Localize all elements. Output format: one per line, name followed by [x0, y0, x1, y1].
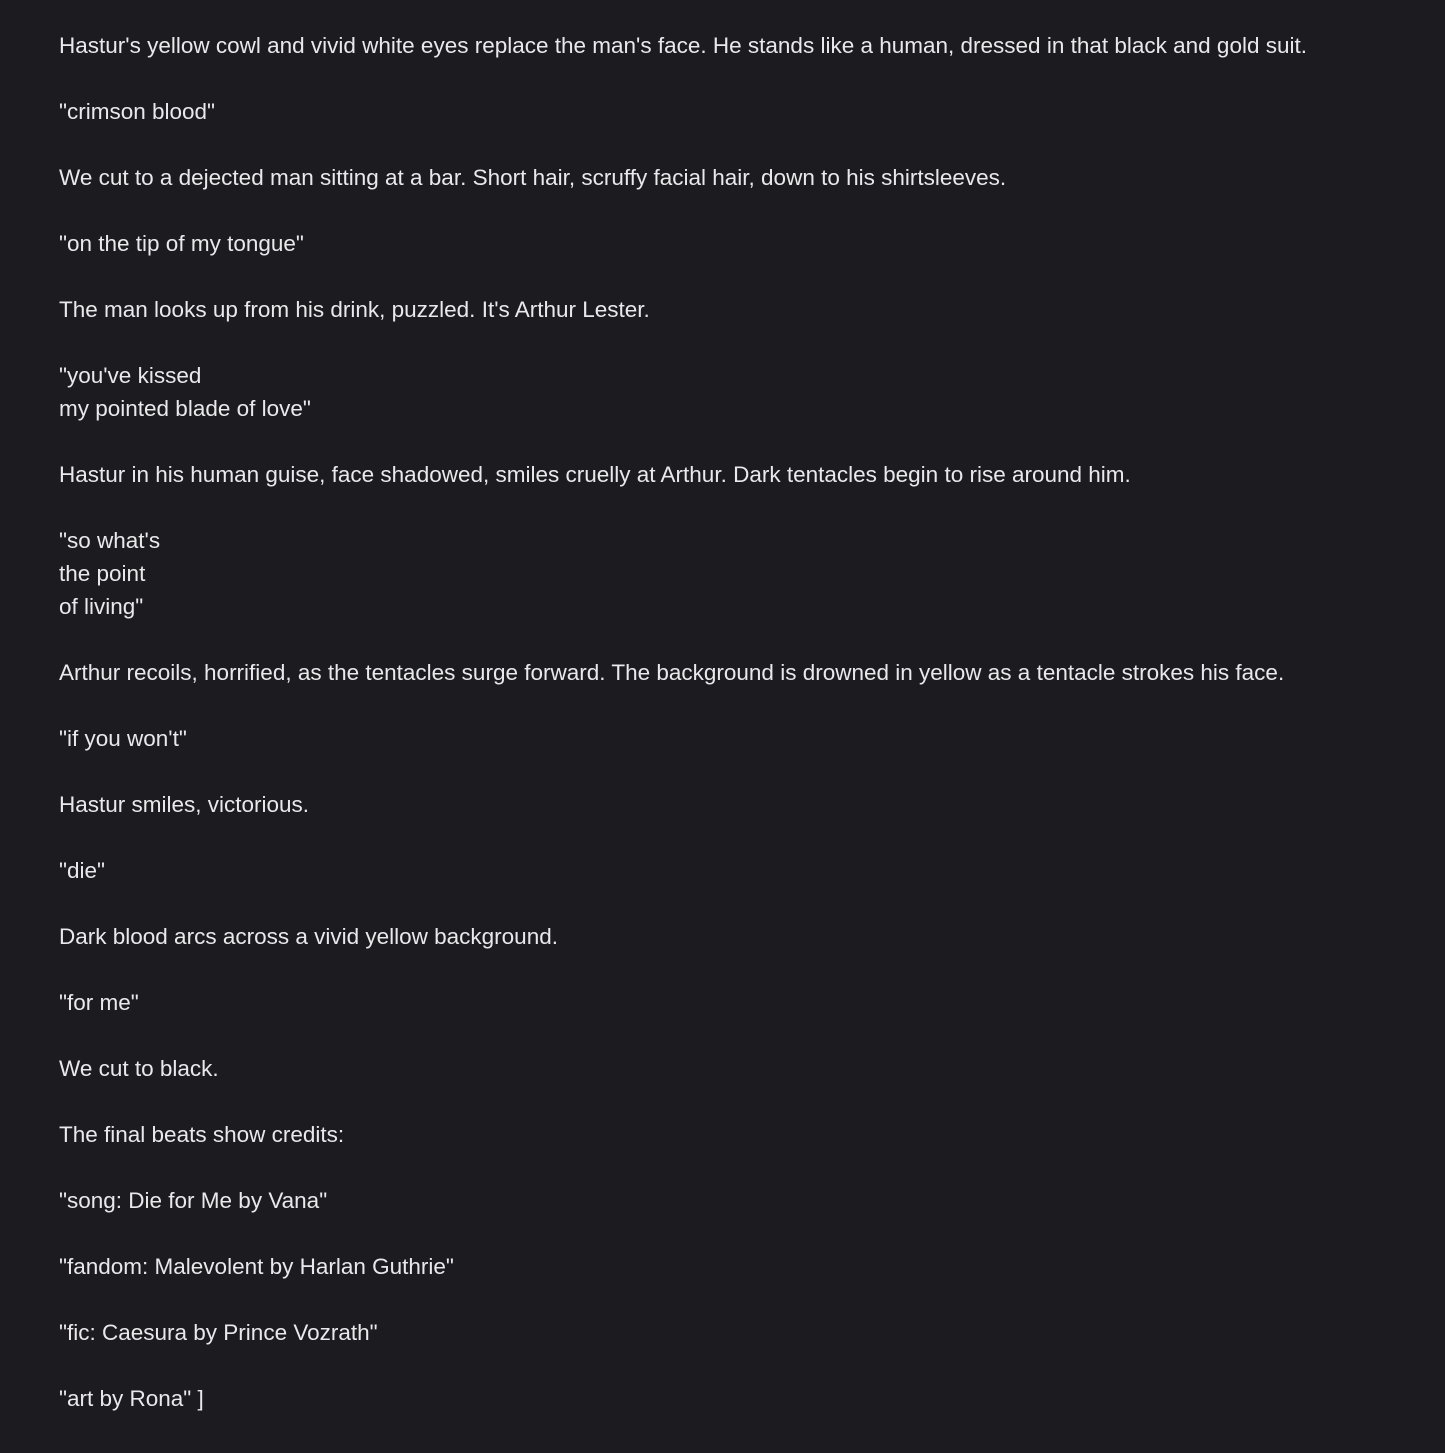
message-paragraph	[59, 722, 1399, 755]
paragraph-line: Hastur's yellow cowl and vivid white eyes replace the man's face. He stands like a human, dressed in that black and gold suit.	[59, 33, 1307, 58]
message-paragraph	[59, 920, 1399, 953]
paragraph-line: "so what's	[59, 528, 161, 553]
message-paragraph	[59, 29, 1399, 62]
paragraph-line: The man looks up from his drink, puzzled. It's Arthur Lester.	[59, 297, 650, 322]
paragraph-line: my pointed blade of love"	[59, 396, 311, 421]
message-paragraph	[59, 524, 1399, 623]
message-paragraph	[59, 1052, 1399, 1085]
message-paragraph	[59, 1250, 1399, 1283]
paragraph-line: "fandom: Malevolent by Harlan Guthrie"	[59, 1254, 454, 1279]
paragraph-line: Dark blood arcs across a vivid yellow background.	[59, 924, 558, 949]
message-paragraph	[59, 1184, 1399, 1217]
message-paragraph	[59, 458, 1399, 491]
paragraph-line: Arthur recoils, horrified, as the tentacles surge forward. The background is drowned in yellow as a tentacle strokes his face.	[59, 660, 1285, 685]
message-paragraph	[59, 788, 1399, 821]
message-paragraph	[59, 293, 1399, 326]
paragraph-line: We cut to a dejected man sitting at a bar. Short hair, scruffy facial hair, down to his shirtsleeves.	[59, 165, 1007, 190]
paragraph-line: "on the tip of my tongue"	[59, 231, 304, 256]
paragraph-line: "you've kissed	[59, 363, 202, 388]
paragraph-line: "if you won't"	[59, 726, 187, 751]
paragraph-line: "for me"	[59, 990, 139, 1015]
message-paragraph	[59, 1316, 1399, 1349]
message-paragraph	[59, 359, 1399, 425]
paragraph-line: "fic: Caesura by Prince Vozrath"	[59, 1320, 378, 1345]
message-paragraph	[59, 1382, 1399, 1415]
paragraph-line: "song: Die for Me by Vana"	[59, 1188, 328, 1213]
paragraph-line: "die"	[59, 858, 105, 883]
message-paragraph	[59, 656, 1399, 689]
message-paragraph	[59, 1118, 1399, 1151]
message-paragraph	[59, 854, 1399, 887]
paragraph-line: the point	[59, 561, 146, 586]
paragraph-line: Hastur in his human guise, face shadowed, smiles cruelly at Arthur. Dark tentacles begin to rise around him.	[59, 462, 1131, 487]
message-paragraph	[59, 227, 1399, 260]
paragraph-line: Hastur smiles, victorious.	[59, 792, 310, 817]
message-paragraph	[59, 986, 1399, 1019]
message-paragraph	[59, 161, 1399, 194]
paragraph-line: of living"	[59, 594, 144, 619]
paragraph-line: "art by Rona" ]	[59, 1386, 204, 1411]
message-body	[59, 29, 1399, 1415]
paragraph-line: "crimson blood"	[59, 99, 216, 124]
paragraph-line: We cut to black.	[59, 1056, 219, 1081]
paragraph-line: The final beats show credits:	[59, 1122, 345, 1147]
message-paragraph	[59, 95, 1399, 128]
